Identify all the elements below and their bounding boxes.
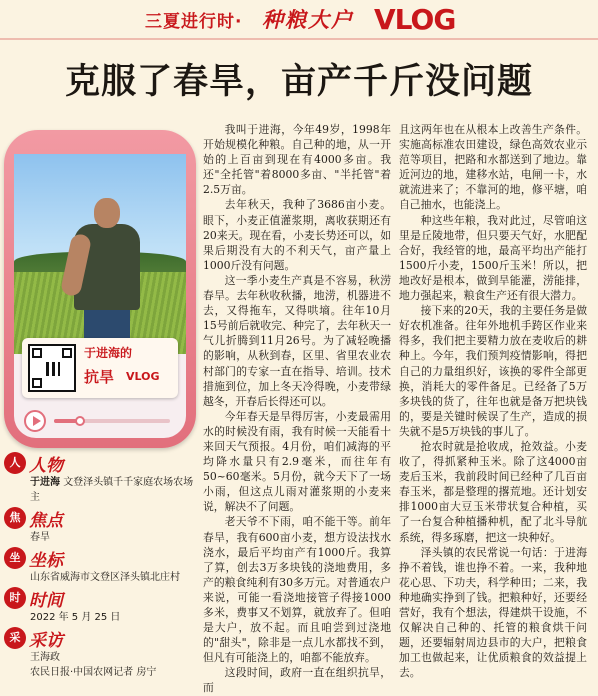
progress-knob[interactable] xyxy=(75,416,85,426)
progress-track[interactable] xyxy=(54,419,170,423)
microphone-icon: 采 xyxy=(4,627,26,649)
farmer-head xyxy=(94,198,120,228)
info-interview-head xyxy=(4,627,194,649)
paragraph: 今年春天是旱得厉害，小麦最需用水的时候没有雨，我有时候一天能看十来回天气预报。4月份，咱们减海的平均降水量只有2.9毫米，而往年有50~60毫米。5月份，就今天下了一场小雨，但这点儿雨对灌浆期的小麦来说，解决不了问题。 xyxy=(203,409,391,514)
person-key: 人物 xyxy=(29,455,63,476)
place-value: 山东省威海市文登区泽头镇北庄村 xyxy=(30,572,180,583)
video-tag: 抗旱 xyxy=(84,368,115,386)
focus-value: 春旱 xyxy=(30,532,50,543)
column-title: 种粮大户 xyxy=(262,7,354,32)
person-value xyxy=(30,475,194,505)
person-icon: 人 xyxy=(4,452,26,474)
info-focus-head xyxy=(4,507,194,529)
paragraph: 这一季小麦生产真是不容易，秋涝春旱。去年秋收秋播，地涝，机器进不去，又得拖车，又得哄墒。往年10月15号前后就收完、种完了，去年秋天一气儿折腾到11月26号。为了减轻晚播的影响，从秋到春，区里、省里农业农村部门的专家一直在指导、培训。技术措施到位，加上冬天冷得晚，小麦带绿越冬，开春后长得还可以。 xyxy=(203,273,391,408)
video-screen[interactable] xyxy=(14,154,186,438)
vlog-logo: VLOG xyxy=(374,3,456,36)
paragraph: 种这些年粮，我对此过，尽管咱这里是丘陵地带，但只要天气好，水肥配合好，我经管的地，最高平均出产能打1500斤小麦，1500斤玉米！所以，把地改好是根本，做到旱能灌，涝能排，地力强起来，粮食生产还有很大潜力。 xyxy=(399,213,587,303)
interview-key: 采访 xyxy=(29,630,63,651)
person-name: 于进海 xyxy=(30,477,60,488)
person-desc: 文登泽头镇千千家庭农场农场主 xyxy=(30,477,194,503)
time-key: 时间 xyxy=(29,590,63,611)
paragraph: 我叫于进海，今年49岁，1998年开始规模化种粮。自己种的地，从一开始的上百亩到现在有4000多亩。我还"全托管"着8000多亩、"半托管"着2.5万亩。 xyxy=(203,123,391,197)
interviewer-1: 王海政 xyxy=(30,652,60,663)
info-person-head xyxy=(4,452,194,474)
interviewer-2 xyxy=(30,665,194,680)
article-column-1 xyxy=(203,122,391,696)
paragraph: 泽头镇的农民常说一句话：于进海挣不着钱，谁也挣不着。一来，我种地花心思、下功夫，科学种田；二来，我种地确实挣到了钱。把粮种好，还要经营好，我有个想法，得建烘干设施，不仅解决自己种的、托管的粮食烘干问题，还要辐射周边县市的大户，把粮食加工也做起来，让优质粮食的效益提上去。 xyxy=(399,545,587,680)
headline: 克服了春旱，亩产千斤没问题 xyxy=(64,61,533,102)
play-icon[interactable] xyxy=(24,410,46,432)
time-value: 2022 年 5 月 25 日 xyxy=(30,612,121,623)
info-time-head xyxy=(4,587,194,609)
paragraph: 抢农时就是抢收成，抢效益。小麦收了，得抓紧种玉米。除了这4000亩麦后玉米，我前段时间已经种了几百亩春玉米，都是整理的撂荒地。还计划安排1000亩大豆玉米带状复合种植，买了一台复合种植播种机，配了北斗导航系统，得多琢磨，把这一块种好。 xyxy=(399,439,587,544)
paragraph: 这段时间，政府一直在组织抗旱，而 xyxy=(203,666,391,695)
info-place-head xyxy=(4,547,194,569)
qr-code-icon[interactable] xyxy=(28,344,76,392)
focus-key: 焦点 xyxy=(29,510,63,531)
masthead-rule xyxy=(0,38,598,40)
focus-icon: 焦 xyxy=(4,507,26,529)
interview-value xyxy=(30,650,194,680)
place-key: 坐标 xyxy=(29,550,63,571)
video-controls xyxy=(24,410,176,432)
clock-icon: 时 xyxy=(4,587,26,609)
info-panel xyxy=(4,452,194,680)
interviewer-2-role: 农民日报·中国农网记者 xyxy=(30,667,134,678)
article-column-2 xyxy=(399,122,587,680)
phone-frame xyxy=(4,130,196,448)
paragraph: 去年秋天，我种了3686亩小麦。眼下，小麦正值灌浆期，离收获期还有20来天。现在看，小麦长势还可以，如果后期没有大的不利天气，亩产量上1000斤没有问题。 xyxy=(203,198,391,272)
video-title-card xyxy=(22,338,178,398)
video-tag-vlog: VLOG xyxy=(126,370,160,383)
paragraph: 且这两年也在从根本上改善生产条件。实施高标准农田建设，绿色高效农业示范等项目，把路和水都送到了地边。靠近河边的地，建移水站，电闸一卡，水就流进来了；不靠河的地，修平塘，咱自己抽水，也能浇上。 xyxy=(399,123,587,212)
paragraph: 老天爷不下雨，咱不能干等。前年春旱，我有600亩小麦，想方设法找水浇水，最后平均亩产有1000斤。我算了算，创去3万多块钱的浇地费用，多产的粮食纯利有30多万元。对普通农户来说，可能一看浇地接管子得接1000多米，费事又不划算，就放弃了。但咱是大户，放不起。而且咱尝到过浇地的"甜头"，除非是一点儿水都找不到，但凡有可能浇上的，咱都不能放弃。 xyxy=(203,515,391,665)
paragraph: 接下来的20天，我的主要任务是做好农机准备。往年外地机手跨区作业来得多，我们把主要精力放在麦收后的耕种上。今年，我们预判疫情影响，得把自己的力量组织好，该换的零件全部更换，消耗大的零件备足。已经备了5万多块钱的货了，往年也就是备万把块钱的，要是关键时候误了生产，造成的损失就不是5万块钱的事儿了。 xyxy=(399,304,587,438)
location-icon: 坐 xyxy=(4,547,26,569)
series-label: 三夏进行时· xyxy=(145,12,243,32)
masthead xyxy=(0,0,598,40)
interviewer-2-name: 房宁 xyxy=(136,667,157,678)
video-name-line: 于进海的 xyxy=(84,346,133,360)
